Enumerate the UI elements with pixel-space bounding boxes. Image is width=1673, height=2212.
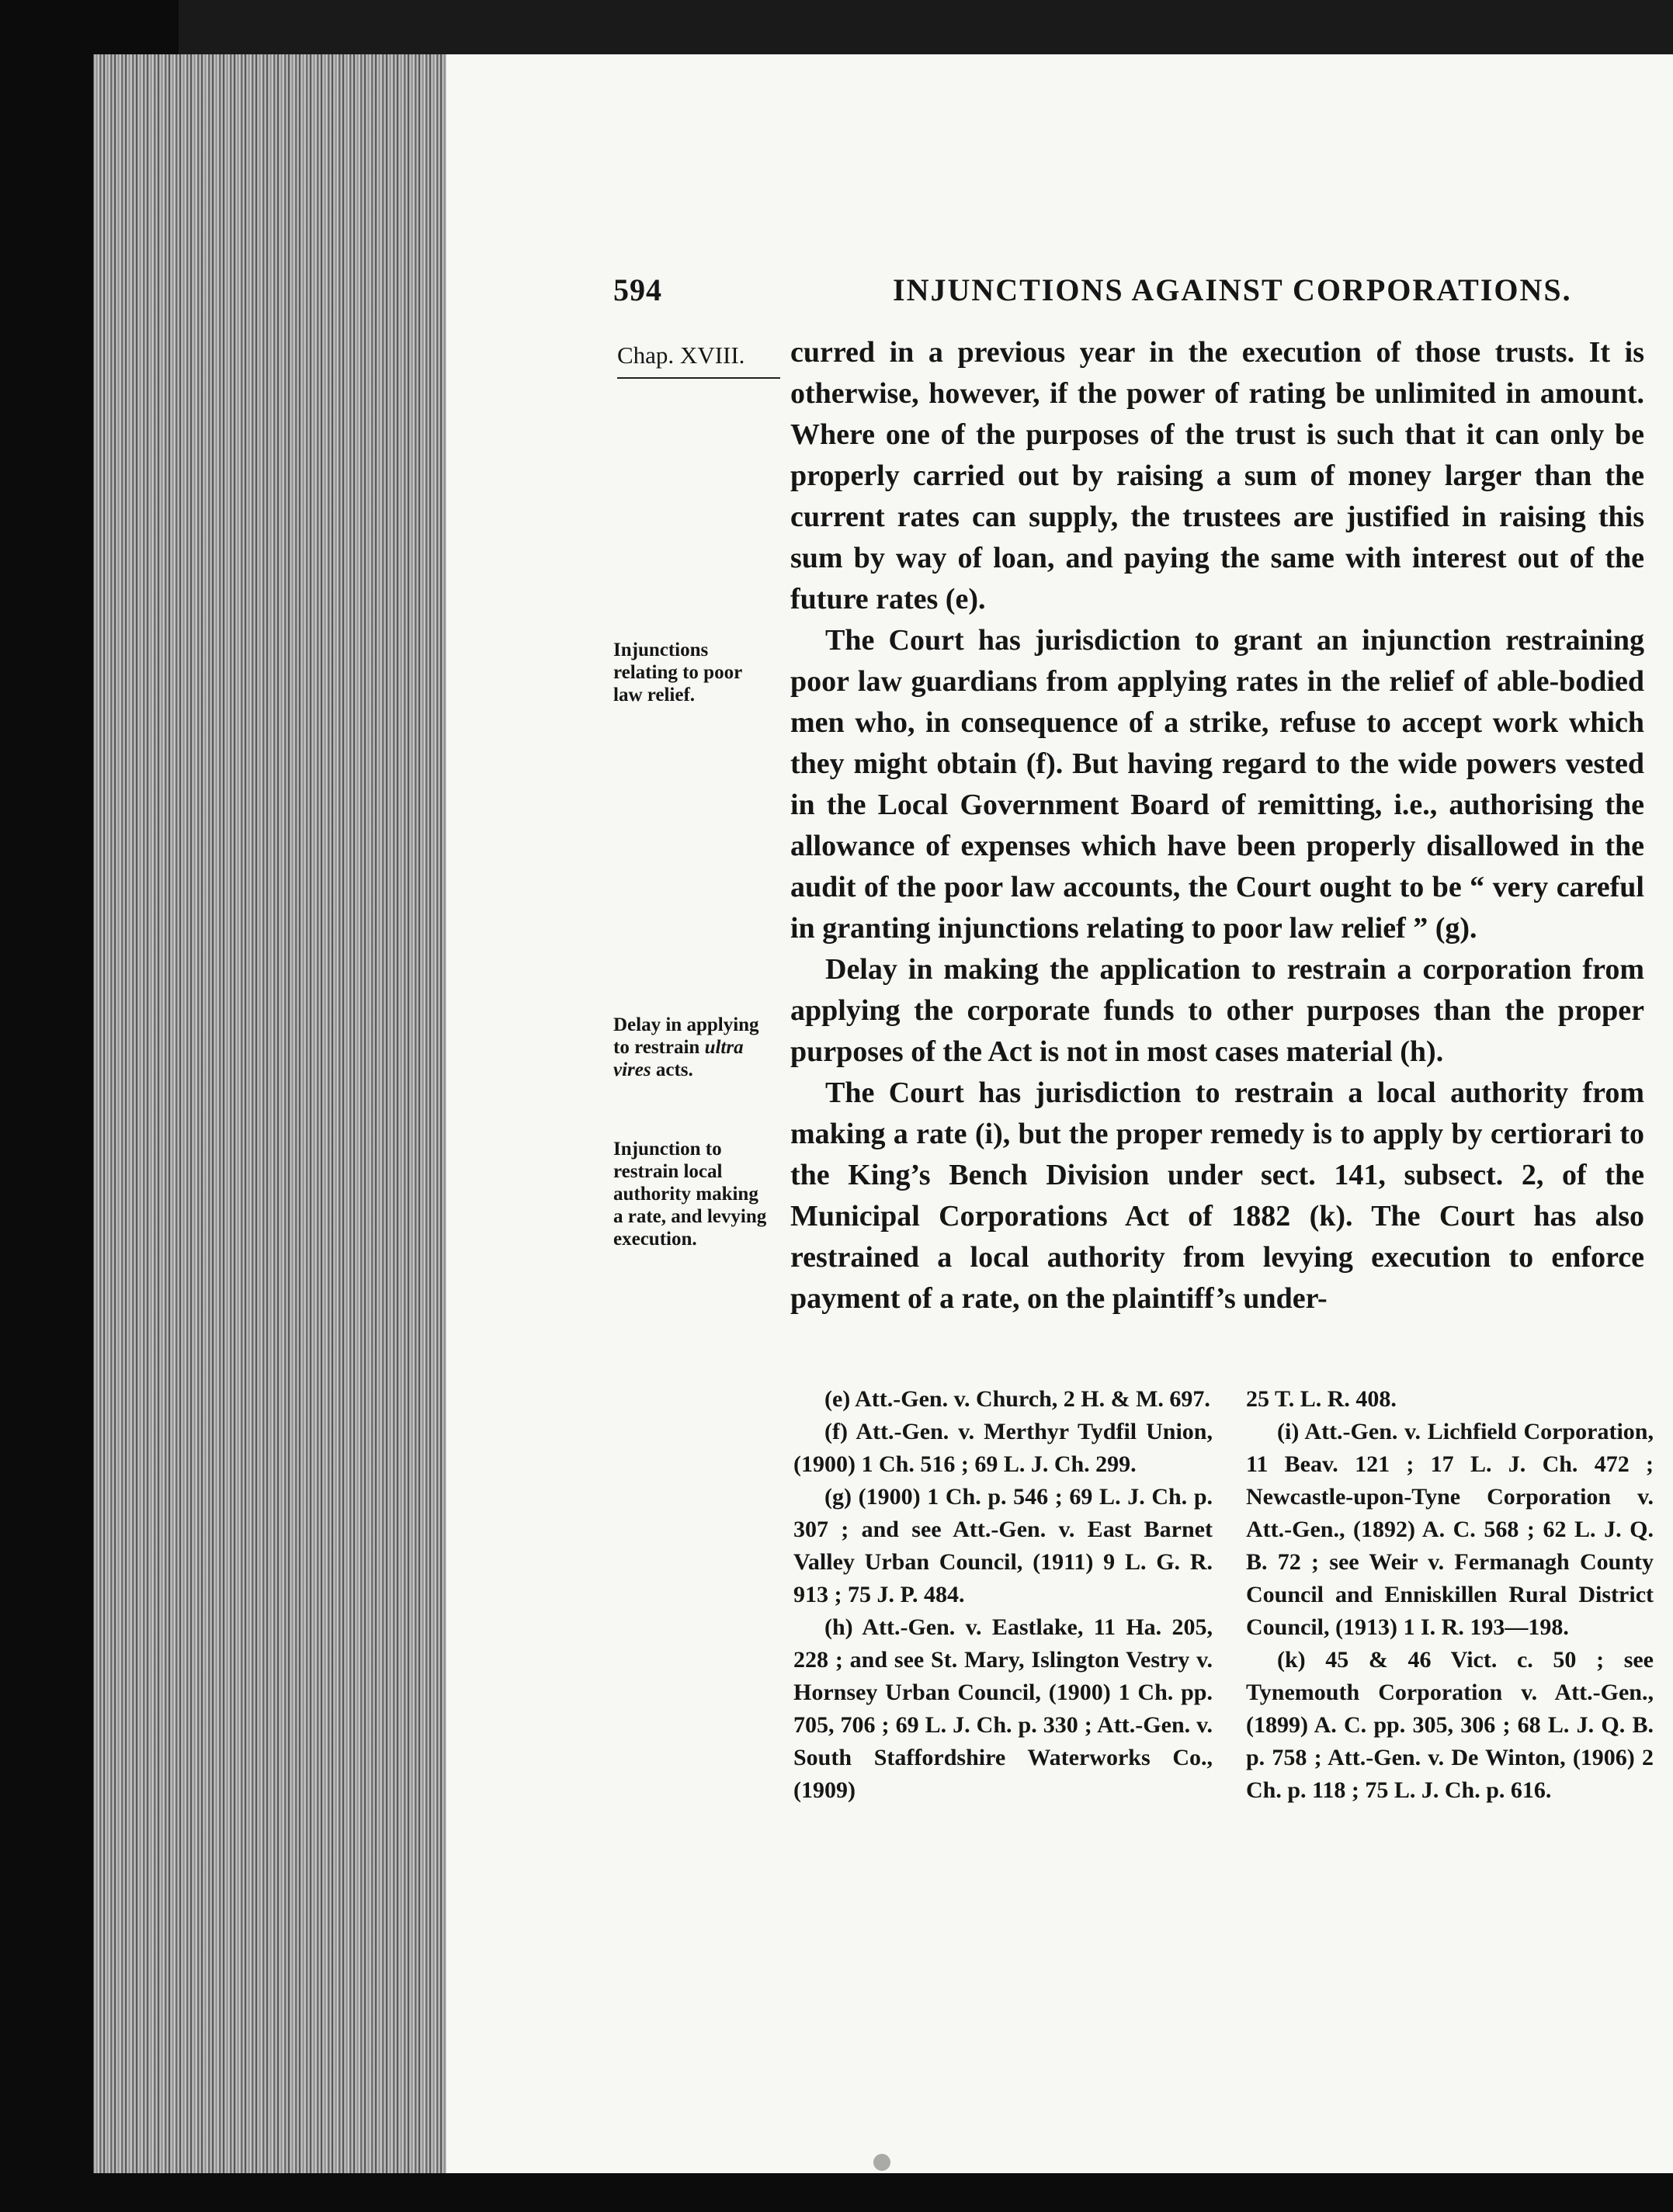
footnote: (k) 45 & 46 Vict. c. 50 ; see Tynemouth Corporation v. Att.-Gen., (1899) A. C. pp. 305, 306 ; 68 L. J. Q. B. p. 758 ; Att.-Gen. v. De Winton, (1906) 2 Ch. p. 118 ; 75 L. J. Ch. p. 616. xyxy=(1246,1647,1654,1803)
side-note-poor-law: Injunctions relating to poor law relief. xyxy=(613,640,742,706)
running-title: INJUNCTIONS AGAINST CORPORATIONS. xyxy=(893,272,1572,307)
paragraph: curred in a previous year in the execution of those trusts. It is otherwise, however, if the power of rating be unlimited in amount. Where one of the purposes of the trust is such that it can only be properly carried out by raising a sum of money larger than the current rates can supply, the trustees are justified in raising this sum by way of loan, and paying the same with interest out of the future rates (e). xyxy=(790,336,1644,615)
footnote: (f) Att.-Gen. v. Merthyr Tydfil Union, (1900) 1 Ch. 516 ; 69 L. J. Ch. 299. xyxy=(793,1419,1213,1477)
paragraph: The Court has jurisdiction to grant an injunction restraining poor law guardians from applying rates in the relief of able-bodied men who, in consequence of a strike, refuse to accept work which they might obtain (f). But having regard to the wide powers vested in the Local Government Board of remitting, i.e., authorising the allowance of expenses which have been properly disallowed in the audit of the poor law accounts, the Court ought to be “ very careful in granting injunctions relating to poor law relief ” (g). xyxy=(790,624,1644,945)
page-header xyxy=(0,272,1673,318)
footnotes-left-column xyxy=(793,1383,1213,1807)
side-note-rate-injunction: Injunction to restrain local authority making a rate, and levying execution. xyxy=(613,1139,767,1250)
paragraph: The Court has jurisdiction to restrain a local authority from making a rate (i), but the proper remedy is to apply by certiorari to the King’s Bench Division under sect. 141, subsect. 2, of the Municipal Corporations Act of 1882 (k). The Court has also restrained a local authority from levying execution to enforce payment of a rate, on the plaintiff’s under- xyxy=(790,1077,1644,1315)
footnote: (h) Att.-Gen. v. Eastlake, 11 Ha. 205, 228 ; and see St. Mary, Islington Vestry v. Hornsey Urban Council, (1900) 1 Ch. pp. 705, 706 ; 69 L. J. Ch. p. 330 ; Att.-Gen. v. South Staffordshire Waterworks Co., (1909) xyxy=(793,1614,1213,1803)
footnote: (i) Att.-Gen. v. Lichfield Corporation, 11 Beav. 121 ; 17 L. J. Ch. 472 ; Newcastle-upon-Tyne Corporation v. Att.-Gen., (1892) A. C. 568 ; 62 L. J. Q. B. 72 ; see Weir v. Fermanagh County Council and Enniskillen Rural District Council, (1913) 1 I. R. 193—198. xyxy=(1246,1419,1654,1640)
body-text xyxy=(790,332,1644,1319)
footnote: (g) (1900) 1 Ch. p. 546 ; 69 L. J. Ch. p. 307 ; and see Att.-Gen. v. East Barnet Valley Urban Council, (1911) 9 L. G. R. 913 ; 75 J. P. 484. xyxy=(793,1484,1213,1607)
paragraph: Delay in making the application to restrain a corporation from applying the corporate funds to other purposes than the proper purposes of the Act is not in most cases material (h). xyxy=(790,953,1644,1068)
footnotes-right-column xyxy=(1246,1383,1654,1807)
side-note-delay: Delay in applying to restrain ultra vires acts. xyxy=(613,1014,759,1080)
chapter-label: Chap. XVIII. xyxy=(617,342,780,379)
footnote: (e) Att.-Gen. v. Church, 2 H. & M. 697. xyxy=(824,1386,1210,1412)
book-page-edges xyxy=(93,54,458,2173)
scan-top-border xyxy=(179,0,1673,54)
page-number: 594 xyxy=(613,272,662,307)
scan-blemish xyxy=(873,2154,890,2171)
footnote-continuation: 25 T. L. R. 408. xyxy=(1246,1386,1397,1412)
